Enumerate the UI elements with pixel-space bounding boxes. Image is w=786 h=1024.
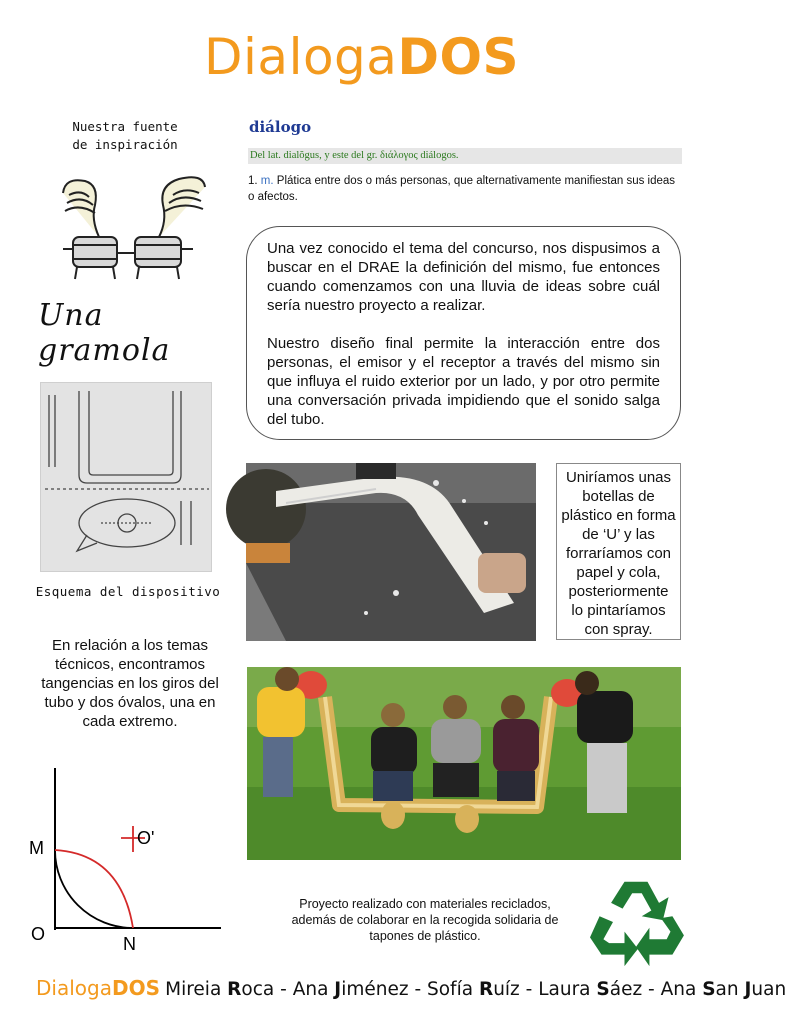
tangency-diagram	[25, 758, 225, 958]
page-title	[0, 28, 723, 86]
author-4: Laura Sáez	[538, 979, 643, 1000]
gramophone-left-icon	[63, 180, 127, 279]
gramophones-illustration	[55, 175, 215, 295]
bottles-description-box: Uniríamos unas botellas de plástico en forma de ‘U’ y las forraríamos con papel y cola, posteriormente lo pintaríamos con spray.	[556, 463, 681, 640]
sketch-caption: Esquema del dispositivo	[35, 584, 221, 599]
title-regular: Dialoga	[204, 28, 398, 86]
device-sketch-drawing	[41, 383, 213, 573]
footer-names: Mireia Roca - Ana Jiménez - Sofía Ruíz - Laura Sáez - Ana San Juan	[165, 979, 786, 1000]
group-photo	[247, 667, 681, 860]
tube-photo-illustration	[246, 463, 536, 641]
author-1: Mireia Roca	[165, 979, 275, 1000]
definition-category: m.	[260, 175, 274, 187]
title-bold: DOS	[397, 28, 519, 86]
dictionary-word: diálogo	[249, 118, 312, 136]
label-m: M	[29, 838, 44, 858]
author-2: Ana Jiménez	[292, 979, 409, 1000]
story-paragraph-2: Nuestro diseño final permite la interacción entre dos personas, el emisor y el receptor a través del mismo sin que influya el ruido exterior por un lado, y por otro permite una conversación privada impidiendo que el sonido salga del tubo.	[267, 335, 660, 428]
story-paragraph-1: Una vez conocido el tema del concurso, nos dispusimos a buscar en el DRAE la definición del mismo, fue entonces cuando comenzamos con una lluvia de ideas sobre cuál sería nuestro proyecto a realizar.	[267, 240, 660, 314]
device-sketch-image	[40, 382, 212, 572]
footer-brand-regular: Dialoga	[36, 976, 112, 1000]
label-o: O	[31, 924, 46, 944]
technical-description: En relación a los temas técnicos, encontramos tangencias en los giros del tubo y dos óvalos, una en cada extremo.	[41, 637, 219, 730]
footer-brand-bold: DOS	[111, 976, 160, 1000]
label-o-prime: O'	[137, 828, 155, 848]
recycle-icon	[588, 876, 684, 968]
definition-text: Plática entre dos o más personas, que alternativamente manifiestan sus ideas o afectos.	[248, 175, 676, 203]
label-n: N	[123, 934, 136, 954]
recycling-description: Proyecto realizado con materiales reciclados, además de colaborar en la recogida solidaria de tapones de plástico.	[291, 897, 559, 943]
definition-number: 1.	[248, 175, 258, 187]
tube-construction-photo	[246, 463, 536, 641]
inspiration-caption: Nuestra fuente de inspiración	[72, 119, 178, 152]
gramola-caption: Una gramola	[38, 298, 171, 368]
author-5: Ana San Juan	[660, 979, 786, 1000]
dictionary-definition	[248, 173, 684, 205]
group-photo-illustration	[247, 667, 681, 860]
author-3: Sofía Ruíz	[427, 979, 520, 1000]
footer-brand	[36, 976, 160, 1000]
red-arc	[55, 850, 133, 928]
footer-credits	[36, 976, 786, 1000]
dictionary-etymology: Del lat. dialŏgus, y este del gr. διάλογος diálogos.	[248, 148, 682, 164]
gramophone-right-icon	[125, 177, 205, 279]
story-text-box	[246, 226, 681, 440]
